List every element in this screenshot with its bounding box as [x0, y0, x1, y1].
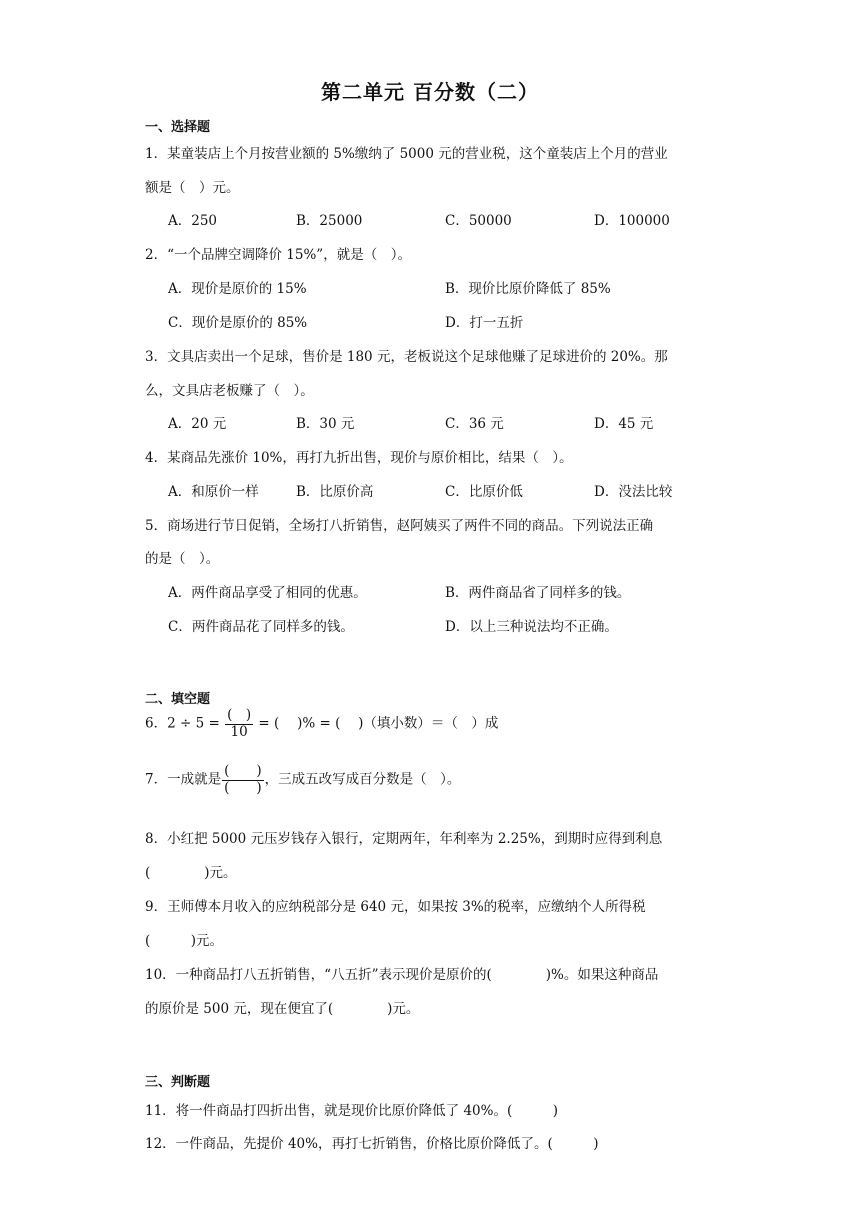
- q12-line1: 12．一件商品，先提价 40%，再打七折销售，价格比原价降低了。( ): [145, 1136, 599, 1152]
- q9-line1: 9．王师傅本月收入的应纳税部分是 640 元，如果按 3%的税率，应缴纳个人所得税: [145, 899, 646, 915]
- q4-option-a: A．和原价一样: [168, 484, 259, 500]
- q5-option-c: C．两件商品花了同样多的钱。: [168, 619, 354, 635]
- q5-option-b: B．两件商品省了同样多的钱。: [445, 585, 631, 601]
- q6-suffix: （填小数）＝（ ）成: [363, 715, 499, 732]
- q2-option-b: B．现价比原价降低了 85%: [445, 281, 611, 297]
- q7-fraction-numerator: ( ): [224, 763, 262, 779]
- section-heading-fill-in: 二、填空题: [145, 692, 211, 707]
- q6-prefix: 6．: [145, 715, 168, 732]
- q1-line1: 1．某童装店上个月按营业额的 5%缴纳了 5000 元的营业税，这个童装店上个月的营业: [145, 146, 668, 162]
- q9-line2: ( )元。: [145, 933, 224, 949]
- q1-option-a: A．250: [168, 213, 218, 229]
- page-title: 第二单元 百分数（二）: [321, 80, 539, 104]
- q8-line2: ( )元。: [145, 865, 237, 881]
- q3-option-b: B．30 元: [296, 416, 355, 432]
- q3-option-d: D．45 元: [594, 416, 654, 432]
- q10-line2: 的原价是 500 元，现在便宜了( )元。: [145, 1001, 420, 1017]
- section-heading-true-false: 三、判断题: [145, 1075, 211, 1090]
- q6-fraction-numerator: ( ): [227, 707, 252, 723]
- q6-line: [145, 708, 498, 740]
- q7-line: [145, 764, 460, 796]
- q4-option-c: C．比原价低: [445, 484, 523, 500]
- section-heading-choice: 一、选择题: [145, 120, 211, 135]
- q5-line2: 的是（ ）。: [145, 551, 220, 567]
- q8-line1: 8．小红把 5000 元压岁钱存入银行，定期两年，年利率为 2.25%，到期时应得到利息: [145, 831, 663, 847]
- q5-line1: 5．商场进行节日促销，全场打八折销售，赵阿姨买了两件不同的商品。下列说法正确: [145, 518, 654, 534]
- q1-option-c: C．50000: [445, 213, 512, 229]
- q3-option-a: A．20 元: [168, 416, 227, 432]
- q2-option-d: D．打一五折: [445, 315, 524, 331]
- q10-line1: 10．一种商品打八五折销售，“八五折”表示现价是原价的( )%。如果这种商品: [145, 967, 659, 983]
- q4-option-d: D．没法比较: [594, 484, 673, 500]
- q5-option-a: A．两件商品享受了相同的优惠。: [168, 585, 367, 601]
- q3-option-c: C．36 元: [445, 416, 504, 432]
- q6-fraction: [225, 708, 253, 740]
- q1-option-d: D．100000: [594, 213, 670, 229]
- q6-expression: 2 ÷ 5 =: [167, 715, 220, 732]
- q5-option-d: D．以上三种说法均不正确。: [445, 619, 618, 635]
- q6-middle: = ( )% = ( ): [258, 715, 364, 732]
- q1-line2: 额是（ ）元。: [145, 180, 240, 196]
- q7-prefix: 7．一成就是: [145, 771, 222, 788]
- q3-line2: 么，文具店老板赚了（ ）。: [145, 383, 314, 399]
- q11-line1: 11．将一件商品打四折出售，就是现价比原价降低了 40%。( ): [145, 1103, 559, 1119]
- q6-fraction-denominator: 10: [230, 723, 248, 740]
- q7-fraction-denominator: ( ): [224, 779, 262, 796]
- q7-fraction: [222, 764, 264, 796]
- q2-line1: 2．“一个品牌空调降价 15%”，就是（ ）。: [145, 247, 411, 263]
- q2-option-a: A．现价是原价的 15%: [168, 281, 307, 297]
- q3-line1: 3．文具店卖出一个足球，售价是 180 元，老板说这个足球他赚了足球进价的 20%。那: [145, 349, 668, 365]
- q4-line1: 4．某商品先涨价 10%，再打九折出售，现价与原价相比，结果（ ）。: [145, 450, 573, 466]
- q1-option-b: B．25000: [296, 213, 363, 229]
- q7-suffix: ，三成五改写成百分数是（ ）。: [264, 771, 461, 788]
- q2-option-c: C．现价是原价的 85%: [168, 315, 308, 331]
- q4-option-b: B．比原价高: [296, 484, 374, 500]
